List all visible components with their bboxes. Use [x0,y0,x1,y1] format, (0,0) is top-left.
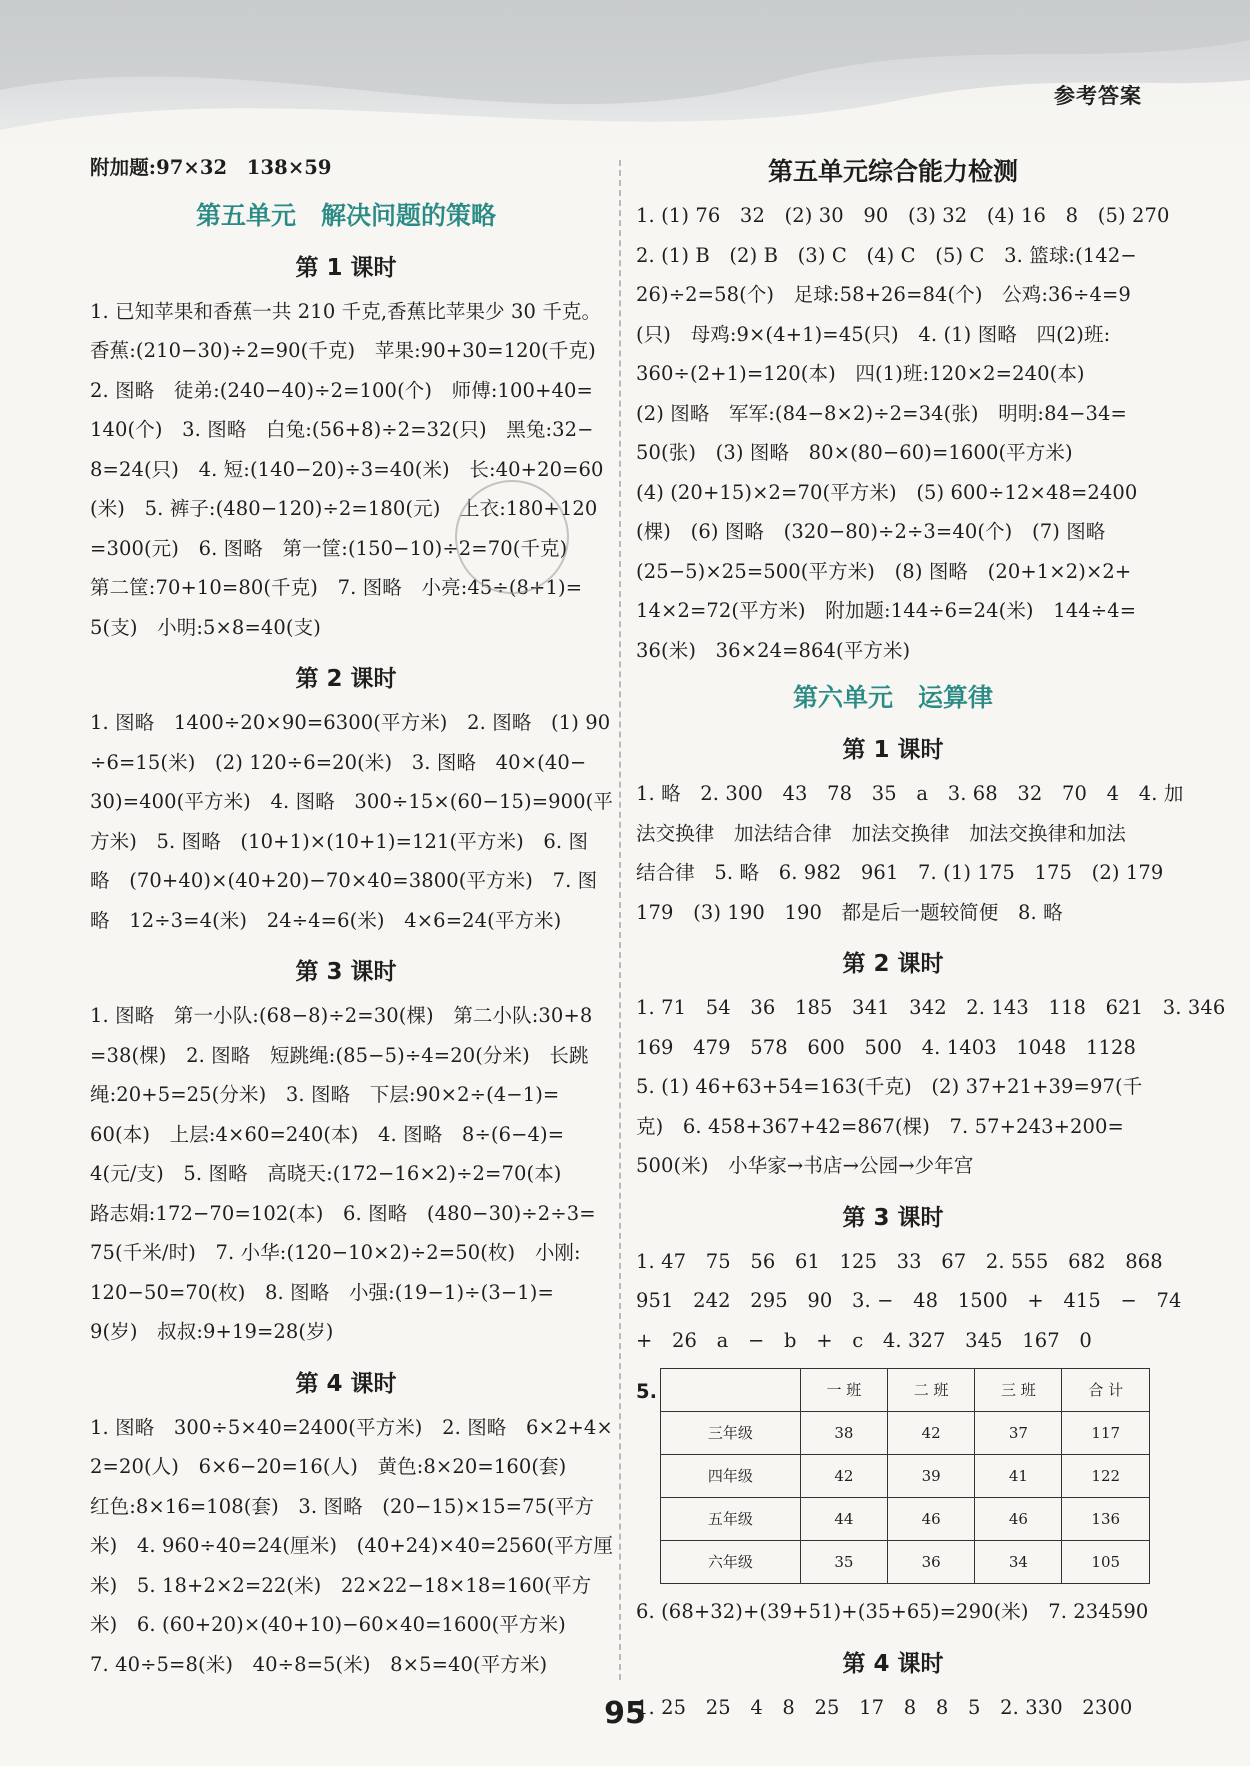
lesson-title: 第 3 课时 [295,959,397,985]
answer-line: (4) (20+15)×2=70(平方米) (5) 600÷12×48=2400 [636,480,1138,504]
extra-question: 附加题:97×32 138×59 [90,156,332,179]
answer-line: 1. 图略 第一小队:(68−8)÷2=30(棵) 第二小队:30+8 [90,1004,593,1027]
answer-line: 8=24(只) 4. 短:(140−20)÷3=40(米) 长:40+20=60 [90,457,604,481]
table-cell: 五年级 [661,1498,801,1541]
table-cell: 39 [887,1455,974,1498]
answer-line: 绳:20+5=25(分米) 3. 图略 下层:90×2÷(4−1)= [90,1083,560,1106]
banner-wave-decoration [0,0,1250,150]
table-cell: 六年级 [661,1541,801,1584]
table-cell: 35 [800,1541,887,1584]
table-cell: 44 [800,1498,887,1541]
class-score-table [660,1368,1150,1584]
answer-line: 路志娟:172−70=102(本) 6. 图略 (480−30)÷2÷3= [90,1201,596,1225]
answer-line: 6. (68+32)+(39+51)+(35+65)=290(米) 7. 234590 [636,1600,1149,1623]
answer-line: 米) 6. (60+20)×(40+10)−60×40=1600(平方米) [90,1613,566,1636]
header-banner [0,0,1250,150]
table-header-cell: 一 班 [800,1369,887,1412]
answer-line: 略 12÷3=4(米) 24÷4=6(米) 4×6=24(平方米) [90,908,562,932]
answer-line: 1. 25 25 4 8 25 17 8 8 5 2. 330 2300 [636,1695,1133,1719]
table-cell: 136 [1062,1498,1150,1541]
answer-line: 4(元/支) 5. 图略 高晓天:(172−16×2)÷2=70(本) [90,1162,562,1185]
answer-line: 500(米) 小华家→书店→公园→少年宫 [636,1154,974,1177]
lesson-title: 第 1 课时 [295,254,397,281]
answer-line: 9(岁) 叔叔:9+19=28(岁) [90,1320,334,1343]
answer-line: 克) 6. 458+367+42=867(棵) 7. 57+243+200= [636,1114,1124,1138]
answer-line: 5(支) 小明:5×8=40(支) [90,615,321,639]
answer-line: 2. 图略 徒弟:(240−40)÷2=100(个) 师傅:100+40= [90,378,593,402]
table-cell: 三年级 [661,1412,801,1455]
answer-line: 14×2=72(平方米) 附加题:144÷6=24(米) 144÷4= [636,599,1137,622]
answer-line: 1. 图略 300÷5×40=2400(平方米) 2. 图略 6×2+4× [90,1415,613,1439]
answer-line: 2=20(人) 6×6−20=16(人) 黄色:8×20=160(套) [90,1455,567,1478]
answer-line: 第二筐:70+10=80(千克) 7. 图略 小亮:45÷(8+1)= [90,576,583,599]
answer-line: (25−5)×25=500(平方米) (8) 图略 (20+1×2)×2+ [636,559,1132,583]
answer-line: + 26 a − b + c 4. 327 345 167 0 [636,1328,1092,1352]
answer-line: 120−50=70(枚) 8. 图略 小强:(19−1)÷(3−1)= [90,1280,554,1304]
page-number: 95 [604,1696,646,1731]
answer-line: (只) 母鸡:9×(4+1)=45(只) 4. (1) 图略 四(2)班: [636,322,1111,346]
answer-line: 75(千米/时) 7. 小华:(120−10×2)÷2=50(枚) 小刚: [90,1241,581,1264]
answer-line: 1. 47 75 56 61 125 33 67 2. 555 682 868 [636,1249,1163,1273]
table-cell: 42 [800,1455,887,1498]
answer-line: 1. 71 54 36 185 341 342 2. 143 118 621 3. 346 [636,996,1226,1019]
answer-line: 法交换律 加法结合律 加法交换律 加法交换律和加法 [636,821,1127,845]
answer-line: 179 (3) 190 190 都是后一题较简便 8. 略 [636,900,1063,924]
lesson-title: 第 4 课时 [842,1650,944,1677]
table-cell: 42 [887,1412,974,1455]
table-header-cell: 三 班 [975,1369,1062,1412]
table-header-cell: 二 班 [887,1369,974,1412]
table-row [661,1541,1150,1584]
table-cell: 37 [975,1412,1062,1455]
answer-line: =38(棵) 2. 图略 短跳绳:(85−5)÷4=20(分米) 长跳 [90,1043,589,1067]
answer-line: 50(张) (3) 图略 80×(80−60)=1600(平方米) [636,441,1073,464]
table-row [661,1498,1150,1541]
answer-line: 红色:8×16=108(套) 3. 图略 (20−15)×15=75(平方 [90,1494,594,1518]
answer-line: (棵) (6) 图略 (320−80)÷2÷3=40(个) (7) 图略 [636,520,1106,543]
table-cell: 38 [800,1412,887,1455]
answer-line: =300(元) 6. 图略 第一筐:(150−10)÷2=70(千克) [90,536,568,560]
answer-line: 米) 5. 18+2×2=22(米) 22×22−18×18=160(平方 [90,1573,592,1597]
table-header-row [661,1369,1150,1412]
answer-line: 结合律 5. 略 6. 982 961 7. (1) 175 175 (2) 179 [636,861,1164,884]
table-cell: 117 [1062,1412,1150,1455]
answer-line: 5. (1) 46+63+54=163(千克) (2) 37+21+39=97(千 [636,1075,1143,1098]
table-header-cell: 合 计 [1062,1369,1150,1412]
answer-line: 1. (1) 76 32 (2) 30 90 (3) 32 (4) 16 8 (5) 270 [636,204,1170,227]
table-row [661,1412,1150,1455]
answer-line: 1. 图略 1400÷20×90=6300(平方米) 2. 图略 (1) 90 [90,711,611,734]
answer-line: 香蕉:(210−30)÷2=90(千克) 苹果:90+30=120(千克) [90,339,596,362]
unit5-check-title: 第五单元综合能力检测 [767,157,1018,186]
answer-line: 30)=400(平方米) 4. 图略 300÷15×(60−15)=900(平 [90,790,613,813]
answer-line: 2. (1) B (2) B (3) C (4) C (5) C 3. 篮球:(142− [636,243,1137,267]
answer-line: (2) 图略 军军:(84−8×2)÷2=34(张) 明明:84−34= [636,401,1127,425]
answer-line: ÷6=15(米) (2) 120÷6=20(米) 3. 图略 40×(40− [90,750,587,774]
answer-line: 26)÷2=58(个) 足球:58+26=84(个) 公鸡:36÷4=9 [636,283,1131,306]
table-cell: 四年级 [661,1455,801,1498]
lesson-title: 第 3 课时 [842,1204,944,1231]
answer-line: 略 (70+40)×(40+20)−70×40=3800(平方米) 7. 图 [90,869,598,892]
table-cell: 41 [975,1455,1062,1498]
table-header-cell [661,1369,801,1412]
answer-line: 36(米) 36×24=864(平方米) [636,638,911,662]
answer-line: 7. 40÷5=8(米) 40÷8=5(米) 8×5=40(平方米) [90,1652,548,1676]
table-question-label: 5. [636,1380,657,1403]
lesson-title: 第 2 课时 [842,951,944,977]
table-row [661,1455,1150,1498]
header-title: 参考答案 [1054,84,1142,108]
answer-line: 140(个) 3. 图略 白兔:(56+8)÷2=32(只) 黑兔:32− [90,418,594,441]
right-column [636,148,1226,1727]
left-column [90,148,613,1684]
class-score-table-block [636,1368,1150,1584]
answer-line: 1. 略 2. 300 43 78 35 a 3. 68 32 70 4 4. 加 [636,782,1184,805]
table-cell: 105 [1062,1541,1150,1584]
answer-line: 951 242 295 90 3. − 48 1500 + 415 − 74 [636,1289,1182,1312]
table-cell: 36 [887,1541,974,1584]
unit6-title: 第六单元 运算律 [792,683,993,712]
lesson-title: 第 2 课时 [295,666,397,692]
answer-line: 1. 已知苹果和香蕉一共 210 千克,香蕉比苹果少 30 千克。 [90,299,602,323]
table-cell: 46 [887,1498,974,1541]
answer-line: 60(本) 上层:4×60=240(本) 4. 图略 8÷(6−4)= [90,1122,565,1146]
answer-line: 米) 4. 960÷40=24(厘米) (40+24)×40=2560(平方厘 [90,1534,613,1557]
answer-line: 360÷(2+1)=120(本) 四(1)班:120×2=240(本) [636,362,1085,385]
column-divider [619,160,621,1680]
table-cell: 34 [975,1541,1062,1584]
stamp-decoration [455,480,569,594]
table-cell: 122 [1062,1455,1150,1498]
answer-line: (米) 5. 裤子:(480−120)÷2=180(元) 上衣:180+120 [90,497,598,520]
lesson-title: 第 4 课时 [295,1370,397,1397]
unit5-title: 第五单元 解决问题的策略 [195,200,496,230]
lesson-title: 第 1 课时 [842,737,944,763]
table-cell: 46 [975,1498,1062,1541]
answer-line: 方米) 5. 图略 (10+1)×(10+1)=121(平方米) 6. 图 [90,829,589,853]
answer-line: 169 479 578 600 500 4. 1403 1048 1128 [636,1035,1136,1059]
